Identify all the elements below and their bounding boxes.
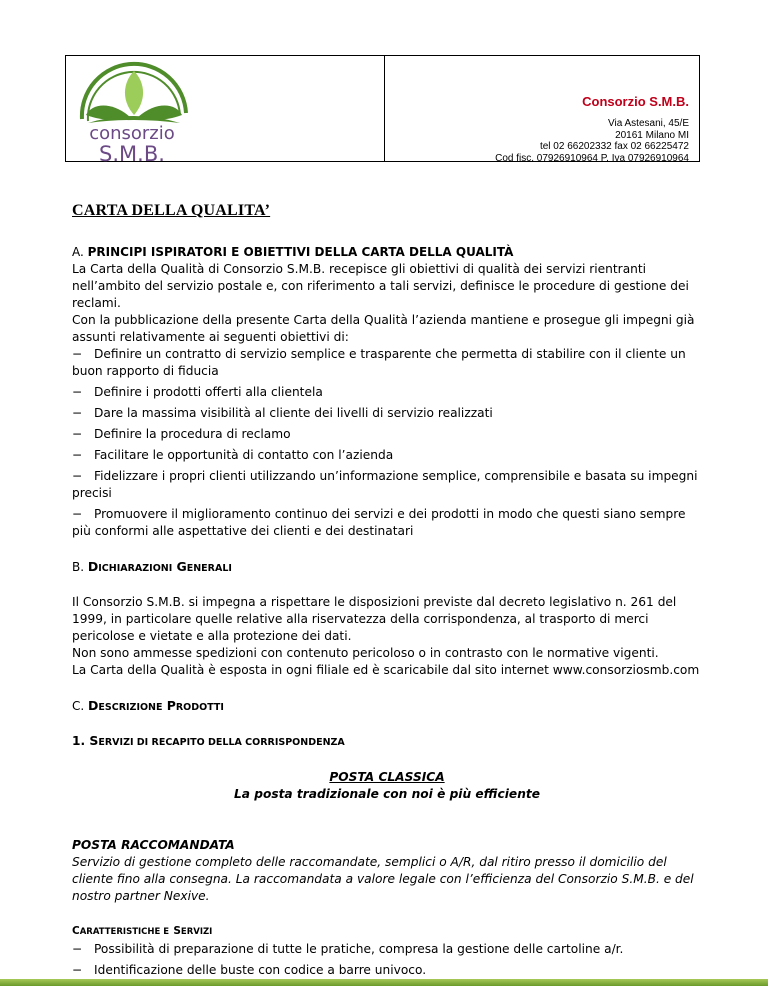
document-title: CARTA DELLA QUALITA’ bbox=[72, 202, 271, 219]
features-list bbox=[72, 941, 702, 979]
section-b-heading: B. DICHIARAZIONI GENERALI bbox=[72, 559, 232, 574]
consorzio-smb-logo bbox=[68, 57, 198, 162]
company-address bbox=[495, 118, 689, 164]
list-item: − Definire la procedura di reclamo bbox=[72, 427, 291, 441]
objectives-list bbox=[72, 346, 702, 540]
posta-classica-title: POSTA CLASSICA bbox=[329, 770, 445, 784]
raccomandata-title: POSTA RACCOMANDATA bbox=[72, 838, 235, 852]
list-item: − Identificazione delle buste con codice a barre univoco. bbox=[72, 963, 427, 977]
section-b-para: Non sono ammesse spedizioni con contenuto pericoloso o in contrasto con le normative vigenti. bbox=[72, 646, 659, 660]
address-line: Cod fisc. 07926910964 P. Iva 07926910964 bbox=[495, 152, 689, 164]
list-item: − Fidelizzare i propri clienti utilizzando un’informazione semplice, comprensibile e basata su impegni precisi bbox=[72, 469, 698, 500]
svg-text:consorzio: consorzio bbox=[89, 123, 175, 144]
document-body bbox=[72, 244, 702, 983]
section-b-para: Il Consorzio S.M.B. si impegna a rispettare le disposizioni previste dal decreto legislativo n. 261 del 1999, in particolare quelle relative alla riservatezza della corrispondenza, al trasporto di merci pericolose e vietate e alla protezione dei dati. bbox=[72, 595, 677, 643]
address-line: 20161 Milano MI bbox=[615, 129, 689, 141]
list-item: − Facilitare le opportunità di contatto con l’azienda bbox=[72, 448, 394, 462]
footer-decorative-bar bbox=[0, 979, 768, 986]
letterhead-table bbox=[65, 55, 700, 162]
address-line: tel 02 66202332 fax 02 66225472 bbox=[539, 141, 689, 152]
list-item: − Definire i prodotti offerti alla clientela bbox=[72, 385, 323, 399]
raccomandata-text: Servizio di gestione completo delle raccomandate, semplici o A/R, dal ritiro presso il domicilio del cliente fino alla consegna. La raccomandata a valore legale con l’efficienza del Consorzio S.M.B. e del nostro partner Nexive. bbox=[72, 855, 694, 903]
address-line: Via Astesani, 45/E bbox=[608, 118, 689, 129]
logo-cell bbox=[66, 56, 385, 161]
section-c-heading: C. DESCRIZIONE PRODOTTI bbox=[72, 698, 224, 713]
list-item: − Possibilità di preparazione di tutte le pratiche, compresa la gestione delle cartoline a/r. bbox=[72, 942, 624, 956]
section-a-heading: A. PRINCIPI ISPIRATORI E OBIETTIVI DELLA CARTA DELLA QUALITÀ bbox=[72, 245, 514, 259]
list-item: − Definire un contratto di servizio semplice e trasparente che permetta di stabilire con il cliente un buon rapporto di fiducia bbox=[72, 347, 686, 378]
section-a-para: La Carta della Qualità di Consorzio S.M.B. recepisce gli obiettivi di qualità dei servizi rientranti nell’ambito del servizio postale e, con riferimento a tali servizi, definisce le procedure di gestione dei reclami. bbox=[72, 262, 689, 310]
subsection-heading: 1. SERVIZI DI RECAPITO DELLA CORRISPONDENZA bbox=[72, 733, 345, 748]
list-item: − Dare la massima visibilità al cliente dei livelli di servizio realizzati bbox=[72, 406, 493, 420]
caratteristiche-heading: CARATTERISTICHE E SERVIZI bbox=[72, 925, 213, 937]
company-info-cell bbox=[385, 56, 699, 164]
posta-classica-subtitle: La posta tradizionale con noi è più efficiente bbox=[234, 787, 540, 801]
section-b-para: La Carta della Qualità è esposta in ogni filiale ed è scaricabile dal sito internet www.consorziosmb.com bbox=[72, 663, 700, 677]
svg-text:S.M.B.: S.M.B. bbox=[99, 142, 165, 162]
company-name: Consorzio S.M.B. bbox=[582, 94, 689, 109]
section-a-para: Con la pubblicazione della presente Carta della Qualità l’azienda mantiene e prosegue gli impegni già assunti relativamente ai seguenti obiettivi di: bbox=[72, 313, 695, 344]
list-item: − Promuovere il miglioramento continuo dei servizi e dei prodotti in modo che questi siano sempre più conformi alle aspettative dei clienti e dei destinatari bbox=[72, 507, 686, 538]
